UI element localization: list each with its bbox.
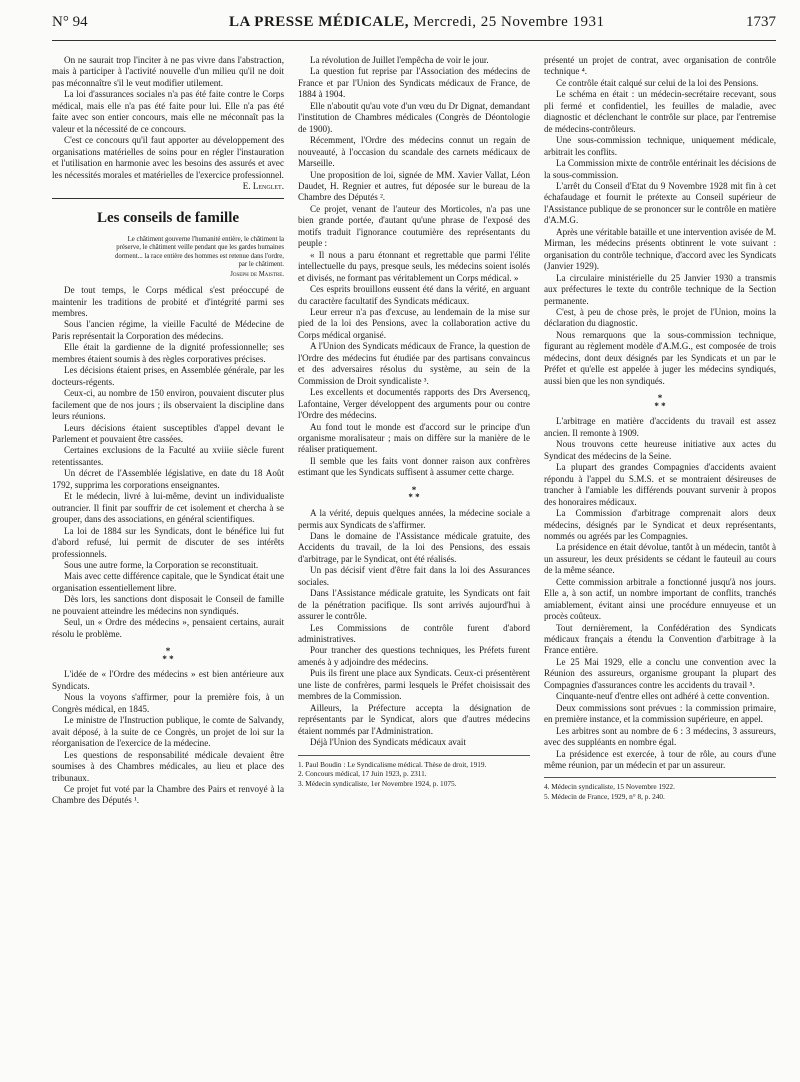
paragraph: Elle n'aboutit qu'au vote d'un vœu du Dr Dignat, demandant l'institution de Chambres médicales (Congrès de Déontologie de 1900). — [298, 100, 530, 134]
column-3 — [544, 55, 776, 1065]
epigraph-author: Joseph de Maistre. — [230, 270, 284, 278]
article-signature: E. Lenglet. — [242, 180, 284, 191]
paragraph: Nous la voyons s'affirmer, pour la première fois, à un Congrès médical, en 1845. — [52, 692, 284, 714]
paragraph: Elle était la gardienne de la dignité professionnelle; ses membres étaient soumis à des règles corporatives précises. — [52, 342, 284, 364]
footnote: 1. Paul Boudin : Le Syndicalisme médical. Thèse de droit, 1919. — [298, 759, 487, 769]
footnotes — [298, 755, 530, 788]
paragraph: Mais avec cette différence capitale, que le Syndicat était une organisation essentiellement libre. — [52, 571, 284, 593]
paragraph: Une proposition de loi, signée de MM. Xavier Vallat, Léon Daudet, H. Regnier et autres, fut déposée sur le bureau de la Chambre des Députés ². — [298, 169, 530, 203]
footnotes — [544, 777, 776, 801]
paragraph: Une sous-commission technique, uniquement médicale, arbitrait les conflits. — [544, 135, 776, 157]
paragraph: Puis ils firent une place aux Syndicats. Ceux-ci présentèrent une liste de confrères, parmi lesquels le Préfet choisissait des membres de la Commission. — [298, 668, 530, 702]
paragraph: Nous trouvons cette heureuse initiative aux actes du Syndicat des médecins de la Seine. — [544, 439, 776, 461]
issue-date: Mercredi, 25 Novembre 1931 — [413, 14, 605, 30]
paragraph: Et le médecin, livré à lui-même, devint un individualiste outrancier. Il finit par souffrir de cet isolement et chercha à se grouper, dans des associations, en général scientifiques. — [52, 491, 284, 525]
paragraph: La présidence en était dévolue, tantôt à un médecin, tantôt à un assureur, les deux présidents se cédant le fauteuil au cours de la même séance. — [544, 542, 776, 576]
paragraph: Leurs décisions étaient susceptibles d'appel devant le Parlement et pouvaient être cassées. — [52, 422, 284, 444]
paragraph: Pour trancher des questions techniques, les Préfets furent amenés à y adjoindre des médecins. — [298, 645, 530, 667]
paragraph: Les décisions étaient prises, en Assemblée générale, par les docteurs-régents. — [52, 365, 284, 387]
paragraph: Ailleurs, la Préfecture accepta la désignation de représentants par le Syndicat, alors que d'autres médecins étaient nommés par l'Administration. — [298, 702, 530, 736]
paragraph: Seul, un « Ordre des médecins », pensaient certains, aurait résolu le problème. — [52, 617, 284, 639]
paragraph: La question fut reprise par l'Association des médecins de France et par l'Union des Syndicats médicaux de France, de 1884 à 1904. — [298, 66, 530, 100]
paragraph: présenté un projet de contrat, avec organisation de contrôle technique ⁴. — [544, 55, 776, 77]
paragraph: Le schéma en était : un médecin-secrétaire recevant, sous pli fermé et confidentiel, les feuilles de maladie, avec diagnostic et déclenchant le contrôle sur place, par l'entremise de médecins-contrôleurs. — [544, 89, 776, 134]
paragraph: Certaines exclusions de la Faculté au xviiie siècle furent retentissantes. — [52, 445, 284, 467]
paragraph: L'idée de « l'Ordre des médecins » est bien antérieure aux Syndicats. — [52, 669, 284, 691]
section-break-stars: * * * — [408, 484, 420, 503]
paragraph: Les excellents et documentés rapports des Drs Aversencq, Lafontaine, Verger développent des arguments pour ou contre l'Ordre des médecins. — [298, 387, 530, 421]
paragraph: Cette commission arbitrale a fonctionné jusqu'à nos jours. Elle a, à son actif, un nombre important de conflits, tranchés amiablement, évitant ainsi une procédure ennuyeuse et un procès coûteux. — [544, 576, 776, 622]
paragraph: De tout temps, le Corps médical s'est préoccupé de maintenir les traditions de probité et d'intégrité parmi ses membres. — [52, 285, 284, 319]
paragraph: La révolution de Juillet l'empêcha de voir le jour. — [310, 55, 489, 65]
paragraph: A la vérité, depuis quelques années, la médecine sociale a permis aux Syndicats de s'affirmer. — [298, 508, 530, 530]
column-1 — [52, 55, 284, 1065]
paragraph: Sous l'ancien régime, la vieille Faculté de Médecine de Paris représentait la Corporation des médecins. — [52, 319, 284, 341]
footnote: 3. Médecin syndicaliste, 1er Novembre 1924, p. 1075. — [298, 778, 457, 788]
paragraph: On ne saurait trop l'inciter à ne pas vivre dans l'abstraction, mais à participer à l'activité nouvelle d'un milieu qu'il ne doit pas méconnaître s'il le veut modifier utilement. — [52, 55, 284, 88]
paragraph: Déjà l'Union des Syndicats médicaux avait — [310, 737, 466, 748]
paragraph: La Commission mixte de contrôle entérinait les décisions de la sous-commission. — [544, 158, 776, 180]
paragraph: La Commission d'arbitrage comprenait alors deux médecins, désignés par le Syndicat et deux représentants, nommés ou agréés par les Compagnies. — [544, 508, 776, 541]
paragraph: Deux commissions sont prévues : la commission primaire, en première instance, et la commission supérieure, en appel. — [544, 702, 776, 725]
paragraph: La présidence est exercée, à tour de rôle, au cours d'une même réunion, par un médecin et par un assureur. — [544, 748, 776, 771]
paragraph: « Il nous a paru étonnant et regrettable que parmi l'élite intellectuelle du pays, presque seuls, les médecins soient isolés et divisés, ne formant pas véritablement un Corps médical. » — [298, 249, 530, 283]
paragraph: Dans l'Assistance médicale gratuite, les Syndicats ont fait de la pénétration pacifique. Ils sont arrivés aujourd'hui à assurer le contrôle. — [298, 588, 530, 622]
paragraph: Sous une autre forme, la Corporation se reconstituait. — [64, 559, 259, 570]
paragraph: C'est ce concours qu'il faut apporter au développement des organisations matérielles de soins pour en régler l'instauration et l'utilisation en harmonie avec les besoins des assurés et avec les nécessités morales et matérielles de l'exercice professionnel. — [52, 135, 284, 180]
section-break-stars: * * * — [654, 393, 666, 411]
page-header — [52, 14, 776, 41]
paragraph: L'arbitrage en matière d'accidents du travail est assez ancien. Il remonte à 1909. — [544, 416, 776, 438]
issue-number: N° 94 — [52, 14, 88, 30]
paragraph: Les questions de responsabilité médicale devaient être soumises à des Chambres médicales, au lieu et place des tribunaux. — [52, 749, 284, 783]
divider — [52, 198, 284, 199]
paragraph: L'arrêt du Conseil d'Etat du 9 Novembre 1928 mit fin à cet échafaudage et fournit le prétexte au Conseil supérieur de l'Assistance publique de se prononcer sur le contrôle en matière d'A.M.G. — [544, 180, 776, 226]
column-2 — [298, 55, 530, 1065]
article-title: Les conseils de famille — [96, 210, 240, 227]
paragraph: A l'Union des Syndicats médicaux de France, la question de l'Ordre des médecins fut étudiée par des partisans convaincus et des adversaires résolus du système, au sein de la Commission de Droit syndicaliste ³. — [298, 341, 530, 386]
paragraph: Il semble que les faits vont donner raison aux confrères estimant que les Syndicats suffisent à assumer cette charge. — [298, 455, 530, 478]
paragraph: Le 25 Mai 1929, elle a conclu une convention avec la Réunion des assureurs, organisme groupant la plupart des Compagnies d'assurances contre les accidents du travail ⁵. — [544, 656, 776, 690]
paragraph: Les arbitres sont au nombre de 6 : 3 médecins, 3 assureurs, avec des suppléants en nombre égal. — [544, 725, 776, 748]
section-break-stars: * * * — [162, 646, 174, 664]
paragraph: Nous remarquons que la sous-commission technique, figurant au règlement modèle d'A.M.G., est composée de trois médecins, dont deux désignés par les Syndicats et un par le Préfet et qu'elle est appelée à juger les médecins syndiqués, aussi bien que les non syndiqués. — [544, 329, 776, 386]
paragraph: Leur erreur n'a pas d'excuse, au lendemain de la mise sur pied de la loi des Pensions, avec la collaboration active du Corps médical organisé. — [298, 306, 530, 340]
paragraph: Ceux-ci, au nombre de 150 environ, pouvaient discuter plus facilement que de nos jours ; ils observaient la discipline dans leurs réunions. — [52, 388, 284, 422]
paragraph: Ce projet, venant de l'auteur des Morticoles, n'a pas une bien grande portée, d'autant qu'une phrase de l'exposé des motifs traduit l'ignorance coutumière des représentants du peuple : — [298, 203, 530, 249]
paragraph: Un décret de l'Assemblée législative, en date du 18 Août 1792, supprima les corporations enseignantes. — [52, 468, 284, 490]
paragraph: Tout dernièrement, la Confédération des Syndicats médicaux français a étendu la Convention d'arbitrage à la France entière. — [544, 622, 776, 656]
paragraph: Les Commissions de contrôle furent d'abord administratives. — [298, 622, 530, 645]
page-number: 1737 — [746, 14, 776, 30]
paragraph: Le ministre de l'Instruction publique, le comte de Salvandy, avait déposé, à la suite de ce Congrès, un projet de loi sur la réorganisation de l'exercice de la médecine. — [52, 715, 284, 749]
paragraph: C'est, à peu de chose près, le projet de l'Union, moins la déclaration du diagnostic. — [544, 306, 776, 329]
footnote: 4. Médecin syndicaliste, 15 Novembre 1922. — [544, 782, 675, 792]
paragraph: Après une véritable bataille et une intervention avisée de M. Mirman, les médecins présents obtinrent le vote suivant : organisation du contrôle technique, d'accord avec les Syndicats (Janvier 1929). — [544, 226, 776, 272]
paragraph: Ces esprits brouillons eussent été dans la vérité, en arguant du caractère facultatif des Syndicats médicaux. — [298, 284, 530, 306]
paragraph: Dans le domaine de l'Assistance médicale gratuite, des Accidents du travail, de la loi des Pensions, des essais d'arbitrage, par le Syndicat, ont été réalisés. — [298, 530, 530, 564]
paragraph: Ce contrôle était calqué sur celui de la loi des Pensions. — [556, 77, 759, 88]
paragraph: La loi d'assurances sociales n'a pas été faite contre le Corps médical, mais elle n'a pas été faite pour lui. Elle n'a pas été faite avec son entier concours, mais elle ne méconnaît pas la valeur et la nécessité de ce concours. — [52, 89, 284, 134]
footnote: 5. Médecin de France, 1929, n° 8, p. 240. — [544, 791, 665, 801]
journal-name: LA PRESSE MÉDICALE, — [229, 14, 410, 30]
paragraph: Récemment, l'Ordre des médecins connut un regain de nouveauté, à l'occasion du scandale des carnets médicaux de Marseille. — [298, 135, 530, 169]
paragraph: La plupart des grandes Compagnies d'accidents avaient répondu à l'appel du S.M.S. et se montraient désireuses de trancher à l'amiable les différends pouvant survenir à propos des honoraires médicaux. — [544, 462, 776, 507]
columns — [52, 55, 776, 1065]
paragraph: Un pas décisif vient d'être fait dans la loi des Assurances sociales. — [298, 565, 530, 587]
paragraph: Ce projet fut voté par la Chambre des Pairs et renvoyé à la Chambre des Députés ¹. — [52, 783, 284, 806]
paragraph: Dès lors, les sanctions dont disposait le Conseil de famille ne pouvaient atteindre les médecins non syndiqués. — [52, 594, 284, 616]
paragraph: Au fond tout le monde est d'accord sur le principe d'un organisme moralisateur ; mais on diffère sur la manière de le réaliser pratiquement. — [298, 421, 530, 455]
epigraph-text: Le châtiment gouverne l'humanité entière, le châtiment la préserve, le châtiment veille pendant que les gardes humaines dorment... la race entière des hommes est retenue dans l'ordre, par le châtiment. — [114, 236, 284, 268]
paragraph: La circulaire ministérielle du 25 Janvier 1930 a transmis aux préfectures le texte du contrôle technique de la Section permanente. — [544, 272, 776, 306]
paragraph: La loi de 1884 sur les Syndicats, dont le bénéfice lui fut d'abord refusé, lui permit de discuter de ses intérêts professionnels. — [52, 525, 284, 559]
paragraph: Cinquante-neuf d'entre elles ont adhéré à cette convention. — [556, 691, 770, 702]
epigraph — [112, 236, 284, 279]
journal-masthead — [229, 14, 605, 31]
footnote: 2. Concours médical, 17 Juin 1923, p. 2311. — [298, 769, 427, 779]
